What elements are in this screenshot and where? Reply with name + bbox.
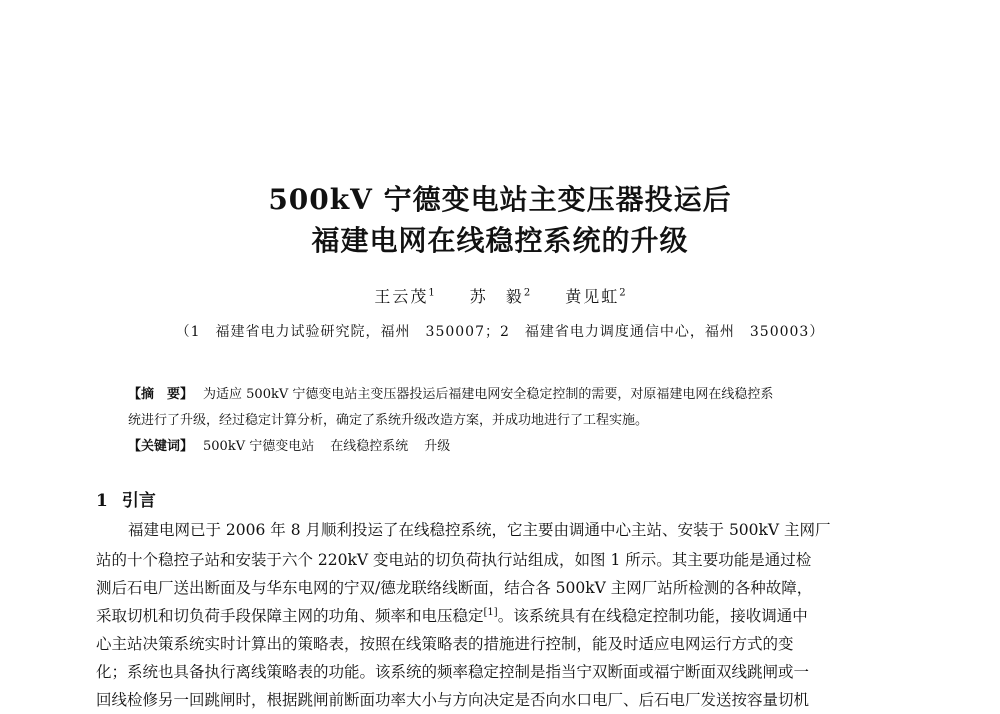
body-text: 。该系统具有在线稳定控制功能，接收调通中 — [497, 607, 808, 625]
body-paragraph-line: 测后石电厂送出断面及与华东电网的宁双/德龙联络线断面，结合各 500kV 主网厂站所检测的各种故障， — [96, 579, 813, 597]
keywords-label: 【关键词】 — [128, 439, 194, 454]
author-list — [0, 284, 1000, 307]
body-paragraph-line: 心主站决策系统实时计算出的策略表，按照在线策略表的措施进行控制，能及时适应电网运行方式的变 — [96, 635, 794, 653]
abstract-label: 【摘 要】 — [128, 387, 194, 402]
body-paragraph-line: 回线检修另一回跳闸时，根据跳闸前断面功率大小与方向决定是否向水口电厂、后石电厂发送按容量切机 — [96, 691, 810, 709]
author-name: 苏 毅 — [469, 287, 524, 306]
affiliations: （1 福建省电力试验研究院，福州 350007；2 福建省电力调度通信中心，福州 350003） — [175, 324, 825, 340]
body-paragraph-line: 站的十个稳控子站和安装于六个 220kV 变电站的切负荷执行站组成，如图 1 所示。其主要功能是通过检 — [96, 551, 812, 569]
author-name: 王云茂 — [374, 287, 429, 306]
citation-ref: [1] — [483, 606, 498, 618]
body-text: 采取切机和切负荷手段保障主网的功角、频率和电压稳定 — [96, 607, 484, 625]
keyword: 在线稳控系统 — [330, 439, 409, 454]
author-name: 黄见虹 — [565, 287, 620, 306]
body-paragraph-line — [96, 602, 906, 630]
section-heading — [96, 486, 156, 511]
affiliation-marker: 2 — [523, 287, 531, 299]
keyword: 500kV 宁德变电站 — [203, 439, 315, 454]
section-number: 1 — [96, 491, 108, 511]
keywords — [128, 434, 888, 460]
affiliation-marker: 2 — [619, 287, 626, 299]
paper-title-line-1: 500kV 宁德变电站主变压器投运后 — [268, 183, 732, 216]
abstract — [128, 382, 888, 408]
abstract-text-line-2: 统进行了升级，经过稳定计算分析，确定了系统升级改造方案，并成功地进行了工程实施。 — [128, 413, 649, 428]
body-paragraph-line: 化；系统也具备执行离线策略表的功能。该系统的频率稳定控制是指当宁双断面或福宁断面双线跳闸或一 — [96, 663, 810, 681]
abstract-text-line-1: 为适应 500kV 宁德变电站主变压器投运后福建电网安全稳定控制的需要，对原福建电网在线稳控系 — [203, 387, 774, 402]
section-title: 引言 — [121, 491, 156, 511]
author-2 — [470, 287, 530, 306]
affiliation-marker: 1 — [428, 287, 435, 299]
author-1 — [374, 287, 434, 306]
body-paragraph-line: 福建电网已于 2006 年 8 月顺利投运了在线稳控系统，它主要由调通中心主站、安装于 500kV 主网厂 — [128, 521, 831, 539]
keyword: 升级 — [424, 439, 451, 454]
author-3 — [565, 287, 625, 306]
paper-title-line-2: 福建电网在线稳控系统的升级 — [311, 224, 689, 257]
